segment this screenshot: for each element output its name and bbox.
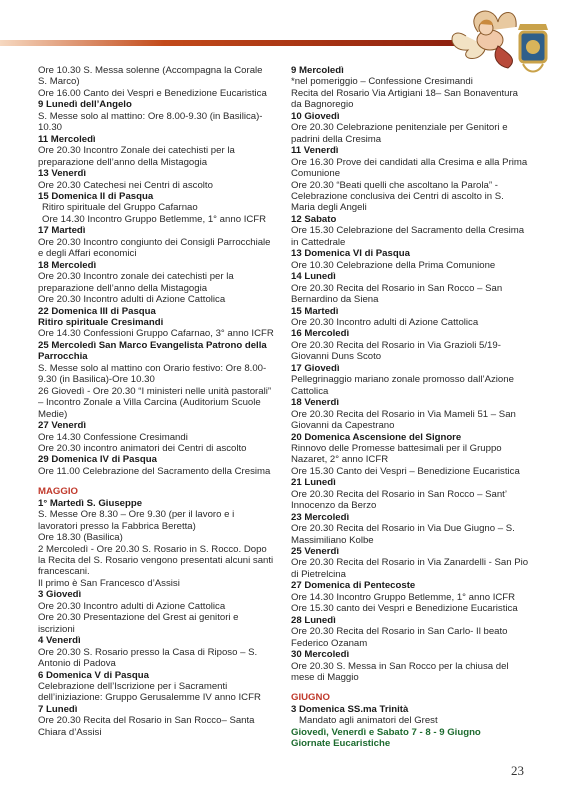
event-heading: 21 Lunedì (291, 477, 336, 489)
month-heading: GIUGNO (291, 692, 330, 704)
schedule-line: Ore 20.30 Incontro adulti di Azione Cattolica (38, 294, 226, 306)
event-heading: 23 Mercoledì (291, 511, 350, 523)
schedule-line: Ore 20.30 Incontro Zonale dei catechisti per la preparazione dell’anno della Mistagogia (38, 145, 235, 168)
schedule-line: Rinnovo delle Promesse battesimali per il Gruppo Nazaret, 2° anno ICFR (291, 442, 502, 466)
highlight-line: Giornate Eucaristiche (291, 738, 391, 750)
page-number: 23 (511, 763, 524, 778)
schedule-line: Ore 11.00 Celebrazione del Sacramento della Cresima (38, 465, 271, 477)
event-heading: 11 Venerdì (291, 145, 339, 157)
schedule-line: Ore 20.30 Recita del Rosario in San Rocco – Sant’ Innocenzo da Berzo (291, 488, 507, 512)
event-heading: 15 Martedì (291, 305, 339, 317)
event-heading: 17 Martedì (38, 225, 86, 237)
event-heading: 12 Sabato (291, 213, 337, 225)
schedule-line: Ore 14.30 Confessioni Gruppo Cafarnao, 3° anno ICFR (38, 328, 274, 340)
schedule-line: 26 Giovedì - Ore 20.30 “I ministeri nelle unità pastorali” – Incontro Zonale a Villa Carcina (Auditorium Scuole Medie) (38, 385, 272, 420)
schedule-line: Ore 18.30 (Basilica) (38, 532, 123, 544)
left-column (38, 65, 274, 738)
schedule-line: Ore 20.30 Recita del Rosario in Via Mameli 51 – San Giovanni da Capestrano (291, 408, 516, 432)
schedule-line: Ore 20.30 Recita del Rosario in Via Zanardelli - San Pio di Pietrelcina (291, 557, 529, 580)
schedule-line: Ore 20.30 Recita del Rosario in Via Due Giugno – S. Massimiliano Kolbe (291, 523, 515, 546)
schedule-line: *nel pomeriggio – Confessione Cresimandi (291, 76, 473, 88)
schedule-line: Ore 20.30 Catechesi nei Centri di ascolto (38, 179, 213, 191)
schedule-line: Ore 20.30 Incontro congiunto dei Consigli Parrocchiale e degli Affari economici (38, 236, 271, 260)
schedule-line: Il primo è San Francesco d’Assisi (38, 577, 180, 589)
schedule-line: Ore 20.30 S. Rosario presso la Casa di Riposo – S. Antonio di Padova (38, 646, 258, 670)
event-heading: 25 Mercoledì San Marco Evangelista Patrono della Parrocchia (38, 339, 267, 363)
event-heading: 27 Venerdì (38, 420, 86, 432)
event-heading: 29 Domenica IV di Pasqua (38, 454, 157, 466)
header-bar (0, 40, 470, 46)
schedule-line: Ore 20.30 Recita del Rosario in San Carlo- Il beato Federico Ozanam (291, 626, 508, 649)
schedule-line: Ore 10.30 S. Messa solenne (Accompagna la Corale S. Marco) (38, 65, 263, 88)
right-column (291, 65, 529, 750)
schedule-line: Ore 20.30 Recita del Rosario in San Rocco – San Bernardino da Siena (291, 282, 503, 306)
event-heading: 30 Mercoledì (291, 649, 350, 661)
event-heading: 17 Giovedì (291, 362, 340, 374)
event-heading: 22 Domenica III di Pasqua (38, 305, 156, 317)
schedule-line: S. Messe solo al mattino con Orario festivo: Ore 8.00-9.30 (in Basilica)-Ore 10.30 (38, 362, 267, 386)
event-heading: 1° Martedì S. Giuseppe (38, 497, 143, 509)
schedule-line: Ore 20.30 Recita del Rosario in San Rocco– Santa Chiara d’Assisi (38, 715, 255, 738)
schedule-line: S. Messe solo al mattino: Ore 8.00-9.30 (in Basilica)- 10.30 (38, 110, 263, 134)
event-heading: 9 Mercoledì (291, 65, 344, 76)
schedule-line: Ore 14.30 Confessione Cresimandi (38, 431, 188, 443)
schedule-line: Ore 20.30 incontro animatori dei Centri di ascolto (38, 442, 247, 454)
schedule-line: Ritiro spirituale del Gruppo Cafarnao (42, 202, 198, 214)
schedule-line: Ore 20.30 Celebrazione penitenziale per Genitori e padrini della Cresima (291, 122, 508, 145)
event-heading: 11 Mercoledì (38, 133, 96, 145)
month-heading: MAGGIO (38, 486, 78, 498)
event-heading: 28 Lunedì (291, 614, 336, 626)
schedule-line: 2 Mercoledì - Ore 20.30 S. Rosario in S. Rocco. Dopo la Recita del S. Rosario vengono presentati alcuni santi francescani. (38, 543, 274, 578)
schedule-line: Ore 14.30 Incontro Gruppo Betlemme, 1° anno ICFR (291, 591, 516, 603)
event-heading: 9 Lunedì dell’Angelo (38, 99, 132, 111)
event-heading: 7 Lunedì (38, 703, 78, 715)
schedule-line: Ore 20.30 Incontro adulti di Azione Cattolica (291, 316, 479, 328)
schedule-line: Ore 15.30 Canto dei Vespri – Benedizione Eucaristica (291, 465, 520, 477)
schedule-line: Ore 10.30 Celebrazione della Prima Comunione (291, 259, 496, 271)
schedule-line: Ore 14.30 Incontro Gruppo Betlemme, 1° anno ICFR (42, 213, 267, 225)
schedule-line: Celebrazione dell’Iscrizione per i Sacramenti dell’iniziazione: Gruppo Gerusalemme IV anno ICFR (38, 681, 261, 704)
event-heading: Ritiro spirituale Cresimandi (38, 316, 164, 328)
event-heading: 20 Domenica Ascensione del Signore (291, 431, 462, 443)
event-heading: 18 Venerdì (291, 397, 339, 409)
event-heading: 14 Lunedì (291, 271, 336, 283)
schedule-line: Ore 15.30 canto dei Vespri e Benedizione Eucaristica (291, 603, 518, 615)
event-heading: 10 Giovedì (291, 110, 340, 122)
schedule-line: Ore 20.30 Incontro zonale dei catechisti per la preparazione dell’anno della Mistagogia (38, 271, 234, 294)
schedule-line: S. Messe Ore 8.30 – Ore 9.30 (per il lavoro e i lavoratori presso la Fabbrica Beretta) (38, 509, 235, 532)
schedule-line: Recita del Rosario Via Artigiani 18– San Bonaventura da Bagnoregio (291, 87, 519, 111)
schedule-line: Ore 20.30 Recita del Rosario in Via Grazioli 5/19- Giovanni Duns Scoto (291, 339, 501, 363)
schedule-line: Ore 20.30 S. Messa in San Rocco per la chiusa del mese di Maggio (291, 660, 509, 684)
schedule-line: Ore 20.30 Presentazione del Grest ai genitori e iscrizioni (38, 612, 239, 635)
schedule-line: Ore 20.30 Incontro adulti di Azione Cattolica (38, 600, 226, 612)
schedule-line: Ore 20.30 “Beati quelli che ascoltano la Parola” - Celebrazione conclusiva dei Centri di ascolto in S. Maria degli Angeli (291, 179, 504, 214)
event-heading: 27 Domenica di Pentecoste (291, 580, 416, 592)
event-heading: 6 Domenica V di Pasqua (38, 669, 149, 681)
schedule-line: Pellegrinaggio mariano zonale promosso dall’Azione Cattolica (291, 374, 514, 397)
event-heading: 13 Domenica VI di Pasqua (291, 248, 410, 260)
schedule-line: Mandato agli animatori del Grest (299, 715, 438, 727)
event-heading: 3 Giovedì (38, 589, 82, 601)
event-heading: 3 Domenica SS.ma Trinità (291, 703, 409, 715)
highlight-line: Giovedì, Venerdì e Sabato 7 - 8 - 9 Giugno (291, 726, 481, 738)
schedule-line: Ore 16.30 Prove dei candidati alla Cresima e alla Prima Comunione (291, 156, 528, 180)
event-heading: 13 Venerdì (38, 168, 86, 180)
event-heading: 18 Mercoledì (38, 259, 97, 271)
event-heading: 16 Mercoledì (291, 328, 350, 340)
event-heading: 15 Domenica II di Pasqua (38, 190, 154, 202)
schedule-line: Ore 15.30 Celebrazione del Sacramento della Cresima in Cattedrale (291, 225, 525, 248)
schedule-line: Ore 16.00 Canto dei Vespri e Benedizione Eucaristica (38, 87, 267, 99)
event-heading: 25 Venerdì (291, 546, 339, 558)
event-heading: 4 Venerdì (38, 635, 81, 647)
